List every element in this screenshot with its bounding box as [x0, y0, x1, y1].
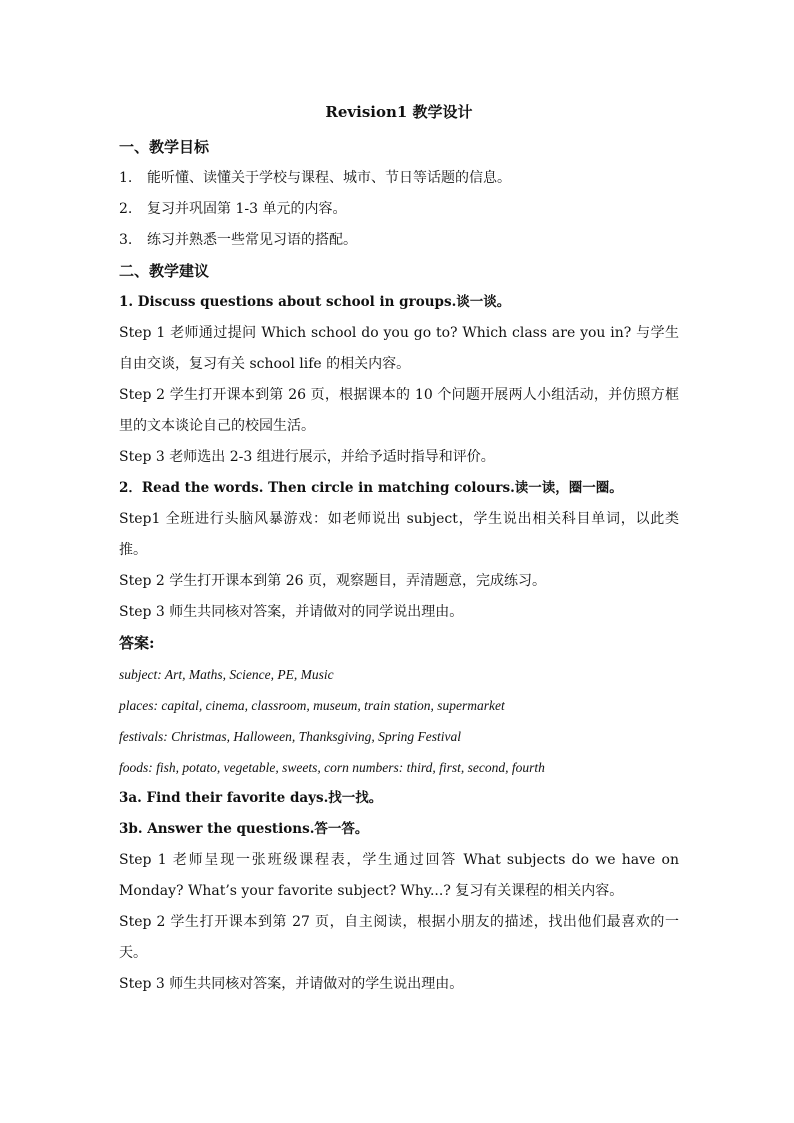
task1-step2: Step 2 学生打开课本到第 26 页，根据课本的 10 个问题开展两人小组活动，并仿照方框里的文本谈论自己的校园生活。: [119, 387, 679, 434]
section-heading-objectives: 一、教学目标: [119, 138, 210, 156]
task-heading-3b: 3b. Answer the questions.答一答。: [119, 821, 369, 837]
objective-item: [119, 194, 679, 225]
answer-line-subject: subject: Art, Maths, Science, PE, Music: [119, 667, 334, 682]
section-heading-suggestions: 二、教学建议: [119, 262, 210, 280]
objective-number: 1.: [119, 170, 133, 186]
task-heading-1: 1. Discuss questions about school in groups.谈一谈。: [119, 294, 511, 310]
objective-text: 练习并熟悉一些常见习语的搭配。: [147, 232, 357, 248]
task1-step3: Step 3 老师选出 2-3 组进行展示，并给予适时指导和评价。: [119, 449, 495, 465]
answer-line-places: places: capital, cinema, classroom, museum, train station, supermarket: [119, 698, 505, 713]
objective-item: [119, 225, 679, 256]
task2-step2: Step 2 学生打开课本到第 26 页，观察题目，弄清题意，完成练习。: [119, 573, 546, 589]
objective-number: 2.: [119, 201, 133, 217]
task-heading-2: 2．Read the words. Then circle in matching colours.读一读，圈一圈。: [119, 480, 623, 496]
objective-text: 复习并巩固第 1-3 单元的内容。: [147, 201, 347, 217]
task2-step3: Step 3 师生共同核对答案，并请做对的同学说出理由。: [119, 604, 464, 620]
document-content: [119, 101, 679, 1000]
answer-line-foods: foods: fish, potato, vegetable, sweets, corn numbers: third, first, second, fourth: [119, 760, 545, 775]
task2-step1: Step1 全班进行头脑风暴游戏：如老师说出 subject，学生说出相关科目单词，以此类推。: [119, 511, 679, 558]
answer-line-festivals: festivals: Christmas, Halloween, Thanksgiving, Spring Festival: [119, 729, 461, 744]
task1-step1: Step 1 老师通过提问 Which school do you go to? Which class are you in? 与学生自由交谈，复习有关 school life 的相关内容。: [119, 325, 679, 372]
task3b-step2: Step 2 学生打开课本到第 27 页，自主阅读，根据小朋友的描述，找出他们最喜欢的一天。: [119, 914, 679, 961]
objective-number: 3.: [119, 232, 133, 248]
document-title: Revision1 教学设计: [325, 103, 473, 121]
task-heading-3a: 3a. Find their favorite days.找一找。: [119, 790, 383, 806]
task3b-step3: Step 3 师生共同核对答案，并请做对的学生说出理由。: [119, 976, 464, 992]
answer-label: 答案:: [119, 634, 155, 652]
objective-item: [119, 163, 679, 194]
objective-text: 能听懂、读懂关于学校与课程、城市、节日等话题的信息。: [147, 170, 511, 186]
task3b-step1: Step 1 老师呈现一张班级课程表，学生通过回答 What subjects do we have on Monday? What’s your favorite subject? Why...? 复习有关课程的相关内容。: [119, 852, 679, 899]
